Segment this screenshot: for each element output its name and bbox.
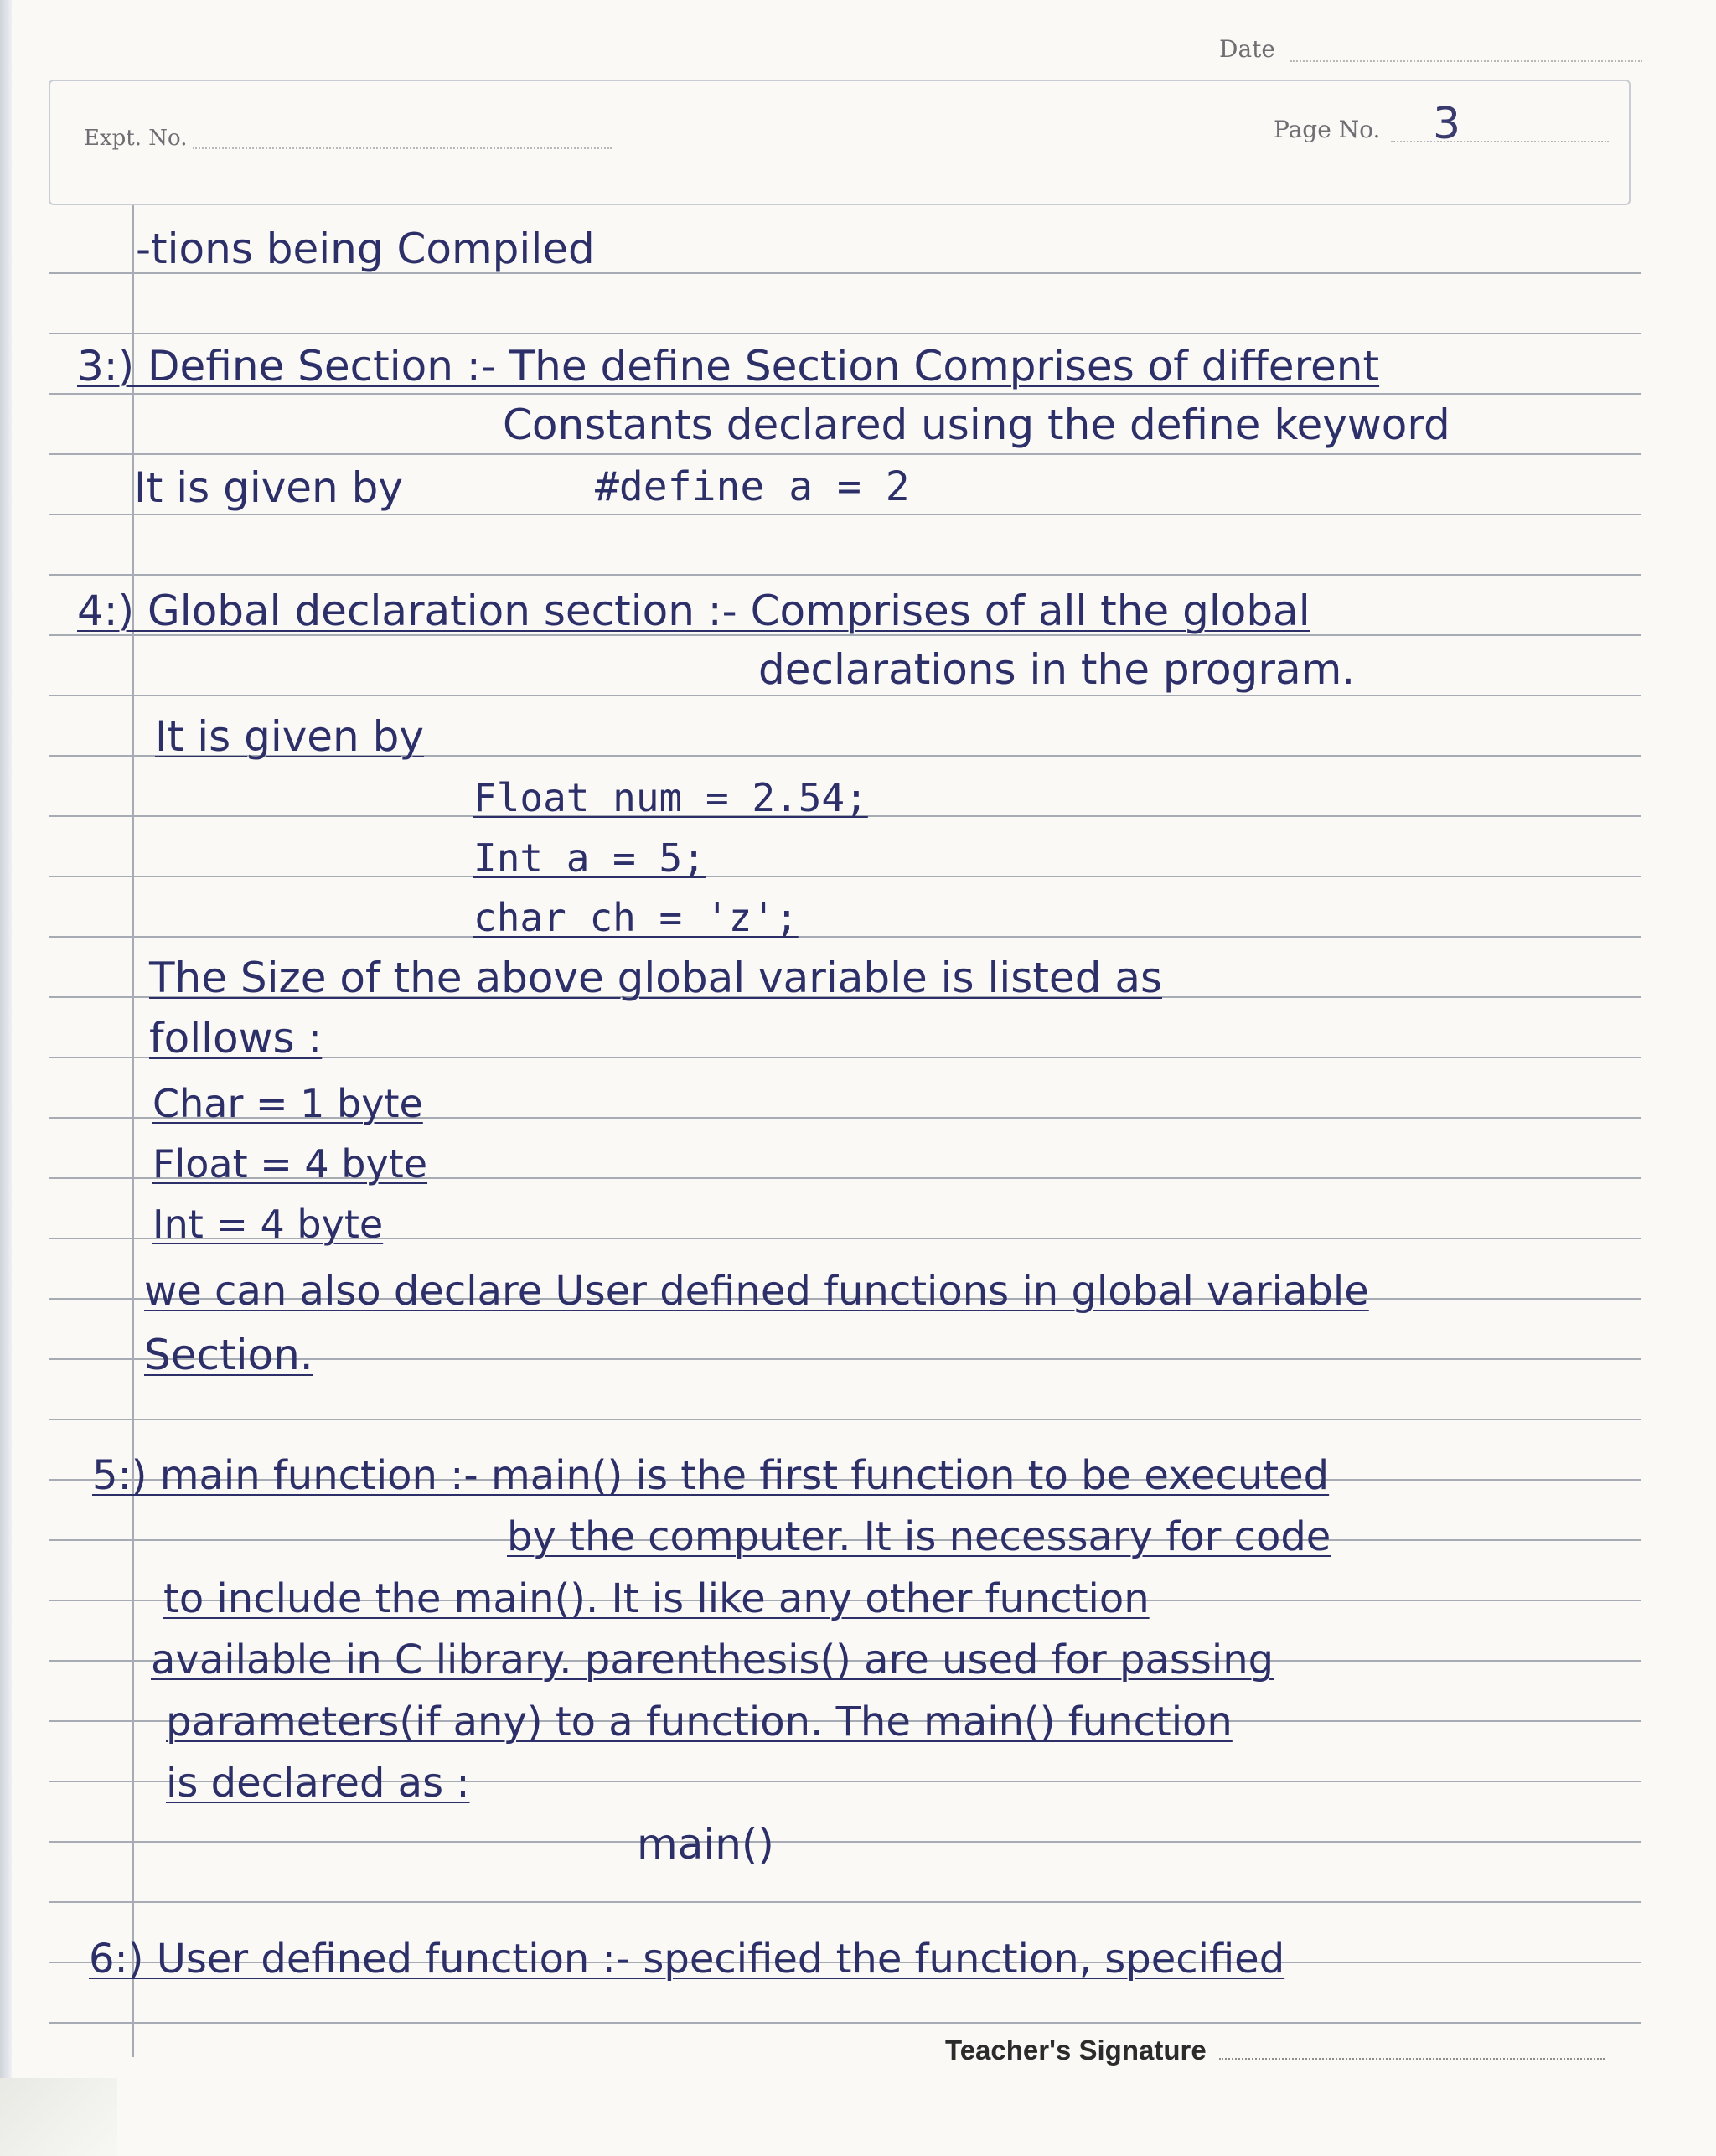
ruled-line bbox=[49, 2022, 1641, 2024]
text-line-18: Section. bbox=[144, 1331, 313, 1379]
ruled-line bbox=[49, 1419, 1641, 1420]
main-function-heading: 5:) main function :- main() is the first function to be executed bbox=[92, 1452, 1330, 1499]
date-label: Date bbox=[1219, 35, 1275, 63]
text-line-1: -tions being Compiled bbox=[136, 225, 595, 273]
page-edge-shadow bbox=[0, 0, 12, 2156]
page-no-line bbox=[1391, 141, 1609, 142]
define-section-heading: 3:) Define Section :- The define Section Comprises of different bbox=[77, 342, 1380, 390]
text-line-4: It is given by bbox=[134, 463, 403, 512]
header-box bbox=[49, 80, 1631, 205]
ruled-line bbox=[49, 876, 1641, 877]
ruled-line bbox=[49, 1901, 1641, 1903]
text-line-20: by the computer. It is necessary for code bbox=[507, 1513, 1331, 1560]
signature-line bbox=[1219, 2058, 1605, 2060]
text-line-13: follows : bbox=[149, 1014, 323, 1062]
text-line-17: we can also declare User defined functions in global variable bbox=[144, 1268, 1369, 1315]
size-float: Float = 4 byte bbox=[152, 1141, 428, 1187]
code-float: Float num = 2.54; bbox=[473, 775, 868, 820]
ruled-line bbox=[49, 453, 1641, 455]
text-line-21: to include the main(). It is like any other function bbox=[163, 1575, 1150, 1622]
text-line-8: It is given by bbox=[155, 712, 424, 761]
date-line bbox=[1290, 60, 1642, 62]
page-no-label: Page No. bbox=[1274, 116, 1381, 143]
ruled-line bbox=[49, 574, 1641, 576]
text-line-22: available in C library. parenthesis() are used for passing bbox=[151, 1636, 1274, 1683]
user-defined-heading: 6:) User defined function :- specified the function, specified bbox=[89, 1936, 1285, 1983]
size-char: Char = 1 byte bbox=[152, 1081, 423, 1126]
teacher-signature-label: Teacher's Signature bbox=[945, 2034, 1207, 2066]
expt-no-label: Expt. No. bbox=[84, 126, 188, 151]
text-line-3: Constants declared using the define keyword bbox=[503, 401, 1450, 449]
page-number: 3 bbox=[1433, 99, 1461, 149]
ruled-line bbox=[49, 695, 1641, 696]
main-declaration: main() bbox=[637, 1820, 774, 1869]
expt-no-line bbox=[193, 147, 612, 149]
define-example: #define a = 2 bbox=[595, 463, 910, 510]
size-int: Int = 4 byte bbox=[152, 1202, 384, 1247]
text-line-23: parameters(if any) to a function. The main() function bbox=[166, 1698, 1233, 1745]
ruled-line bbox=[49, 936, 1641, 938]
text-line-24: is declared as : bbox=[166, 1760, 470, 1807]
text-line-12: The Size of the above global variable is listed as bbox=[149, 954, 1163, 1002]
page-fold bbox=[0, 2078, 117, 2156]
text-line-7: declarations in the program. bbox=[758, 645, 1356, 694]
global-section-heading: 4:) Global declaration section :- Comprises of all the global bbox=[77, 587, 1310, 635]
ruled-line bbox=[49, 393, 1641, 395]
ruled-line bbox=[49, 1841, 1641, 1843]
ruled-line bbox=[49, 333, 1641, 334]
code-char: char ch = 'z'; bbox=[473, 895, 799, 940]
ruled-line bbox=[49, 514, 1641, 515]
code-int: Int a = 5; bbox=[473, 835, 706, 881]
